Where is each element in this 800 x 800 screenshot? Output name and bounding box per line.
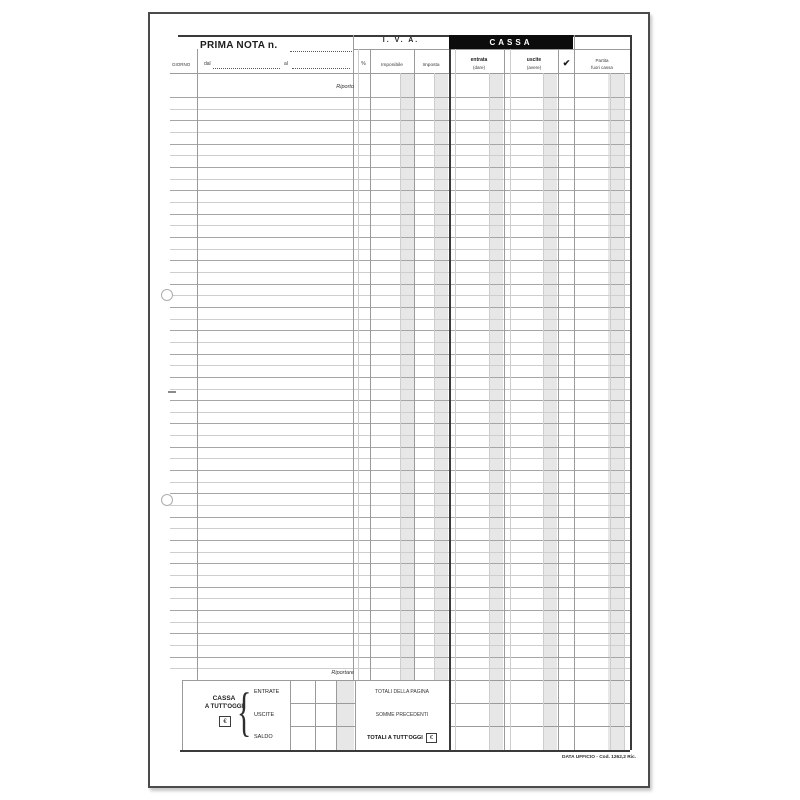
col-header-partita-sub: fuori cassa [591,65,613,70]
grid-line-v [434,73,435,680]
footer-entrate-label: ENTRATE [254,689,280,695]
grid-line-v [558,49,559,750]
grid-line-v [624,73,625,750]
footer-cassa-line1: CASSA [212,695,236,702]
grid-line-v [455,49,456,750]
col-header-uscite-sub: (avere) [526,64,542,70]
grid-line-v [315,680,316,750]
cassa-section-header [449,35,573,49]
grid-line-h [182,680,630,681]
form-title: PRIMA NOTA n. [200,40,278,51]
grid-line-h [180,750,630,752]
footer-totali-tutt-oggi-row [355,733,449,743]
grid-line-v [543,73,544,750]
grid-line-h [449,726,630,727]
riportare-label: Riportare [331,670,354,676]
dal-fill-line [213,68,280,69]
grid-line-v [610,73,611,750]
punch-hole-top [161,289,173,301]
footer-somme-precedenti-label: SOMME PRECEDENTI [375,712,429,718]
footer-brace: { [237,682,252,742]
punch-hole-bottom [161,494,173,506]
grid-line-v [574,35,575,750]
footer-totali-tutt-oggi-label: TOTALI A TUTT'OGGI [367,735,423,741]
title-fill-line [290,51,352,52]
grid-line-h [449,703,630,704]
grid-line-h [290,726,355,727]
prima-nota-form [150,14,648,786]
grid-line-v [336,680,337,750]
footer-saldo-label: SALDO [254,734,273,740]
checkmark-icon: ✔ [562,58,571,68]
grid-line-v [370,49,371,680]
col-header-imposta: Imposta [422,62,440,68]
grid-line-v [510,49,511,750]
col-header-entrata-sub: (dare) [472,64,485,70]
label-dal: dal [204,61,211,67]
margin-tick [168,391,176,393]
form-page [148,12,650,788]
al-fill-line [292,68,350,69]
iva-section-header: I. V. A. [382,37,420,44]
grid-line-v [290,680,291,750]
footer-totali-pagina-label: TOTALI DELLA PAGINA [375,689,429,695]
footer-uscite-label: USCITE [254,711,275,718]
grid-line-v [182,680,183,750]
grid-line-v [630,35,632,750]
euro-symbol-box: € [219,716,231,727]
grid-line-h [290,703,355,704]
col-header-entrata: entrata [470,56,488,63]
col-header-percent: % [361,61,366,67]
cassa-section-label: CASSA [489,37,533,47]
col-header-imponibile: Imponibile [381,62,403,68]
grid-line-v [358,49,359,680]
shade-band [336,680,354,750]
grid-line-v [449,35,451,750]
col-header-giorno: GIORNO [172,62,191,67]
label-al: al [284,61,288,67]
col-header-uscite: uscite [526,56,542,63]
col-header-partita: Partita [595,58,609,63]
grid-line-v [414,49,415,680]
euro-symbol-box-totali: € [426,733,437,743]
grid-line-v [504,49,505,750]
grid-line-v [400,73,401,680]
footer-cassa-line2: A TUTT'OGGI [204,704,244,710]
grid-line-h [353,49,630,50]
grid-line-v [353,35,354,680]
grid-line-v [489,73,490,750]
riporto-label: Riporto [336,84,354,90]
grid-line-v [197,49,198,680]
print-code: DATA UFFICIO - Cod. 1262,2 Ric. [561,754,636,760]
